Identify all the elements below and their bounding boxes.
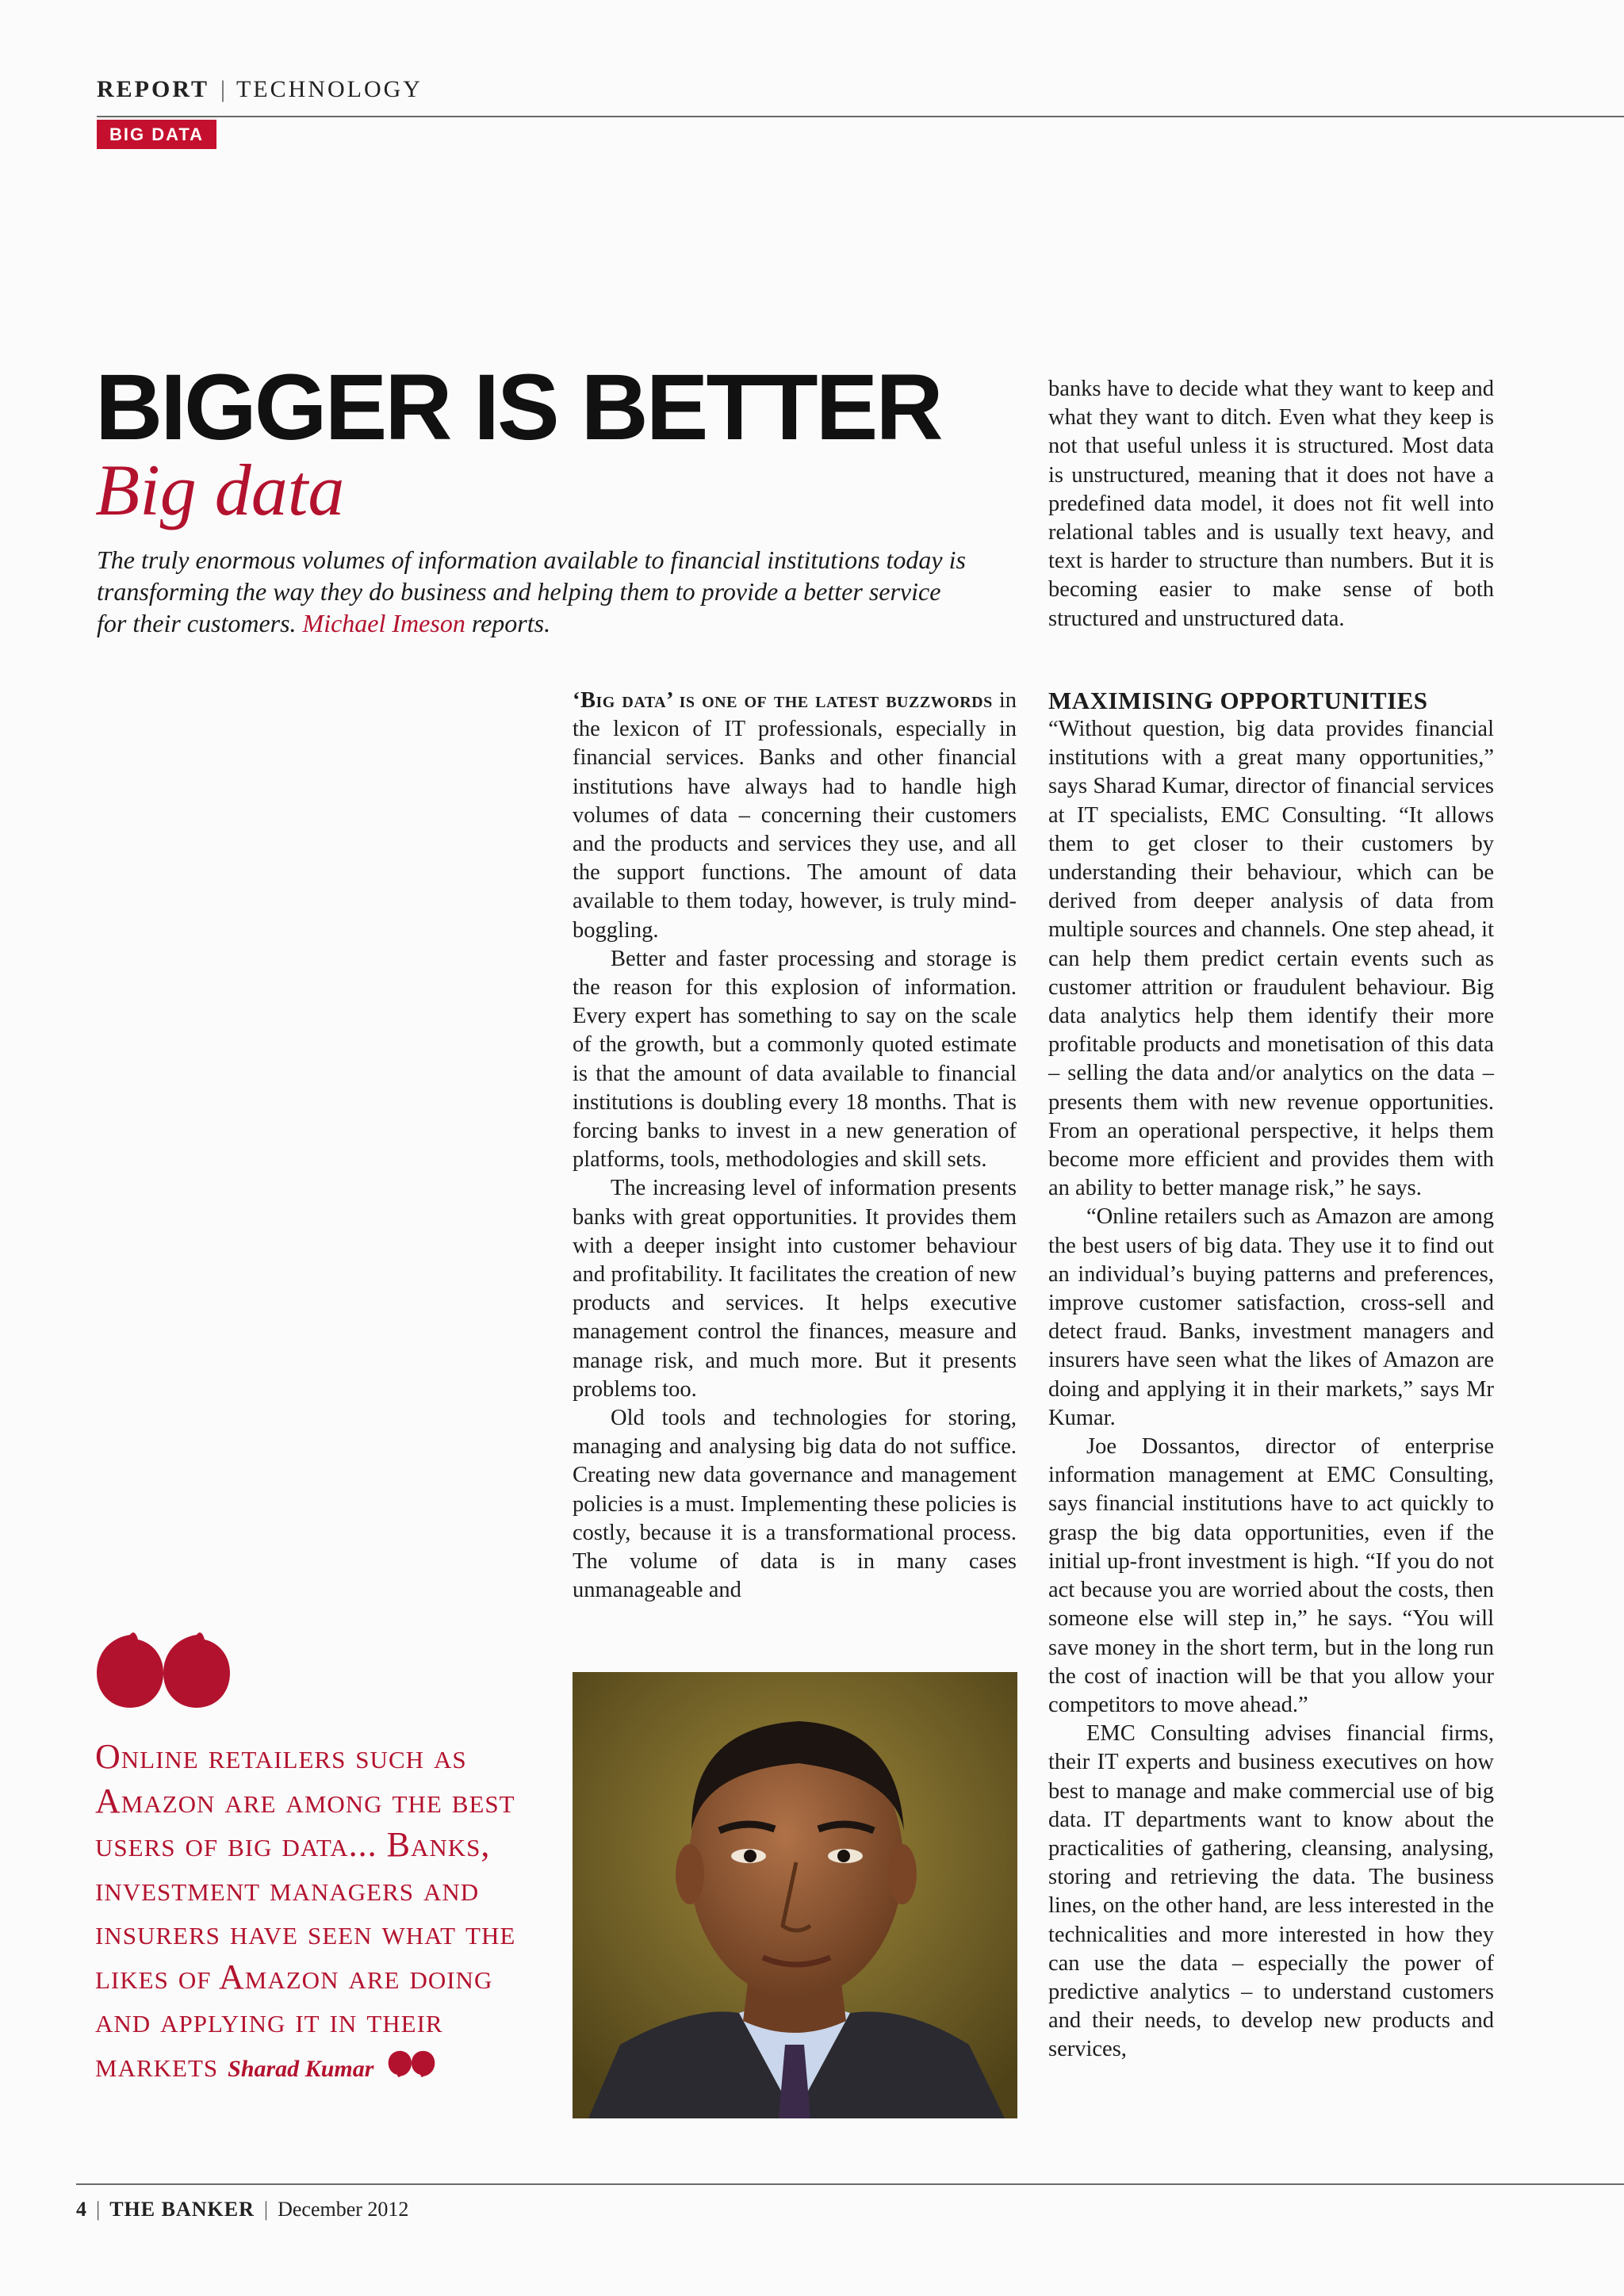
paragraph: Better and faster processing and storage is the reason for this explosion of information. Every expert has something to say on the scale of the growth, but a commonly quoted estimate is that the amount of data available to financial institutions is doubling every 18 months. That is forcing banks to invest in a new generation of platforms, tools, methodologies and skill sets. [573,946,1017,1173]
header-separator: | [220,76,225,102]
footer-separator: | [96,2198,101,2221]
article-column-right [1048,687,1494,2064]
standfirst [97,544,969,639]
paragraph: “Online retailers such as Amazon are among the best users of big data. They use it to find out an individual’s buying patterns and preferences, improve customer satisfaction, cross-sell and detect fraud. Banks, investment managers and insurers have seen what the likes of Amazon are doing and applying it in their markets,” says Mr Kumar. [1048,1204,1494,1430]
article-subtitle: Big data [95,450,345,530]
lead-in: ‘Big data’ is one of the latest buzzwords [573,688,993,713]
paragraph: The increasing level of information presents banks with great opportunities. It provides them with a deeper insight into customer behaviour and profitability. It facilitates the creation of new products and services. It helps executive management control the finances, measure and manage risk, and much more. But it presents problems too. [573,1176,1017,1402]
article-column-left [573,687,1017,1605]
closing-quote-icon [388,2046,435,2091]
header-rule [97,116,1624,117]
pull-quote-attribution: Sharad Kumar [228,2055,374,2082]
paragraph: EMC Consulting advises financial firms, their IT experts and business executives on how best to manage and make commercial use of big data. IT departments want to know about the practicalities of gathering, cleansing, analysing, storing and retrieving the data. The business lines, on the other hand, are less interested in the technicalities and more interested in how they can use the data – especially the power of predictive analytics – to understand customers and their needs, to develop new products and services, [1048,1721,1494,2062]
section-header [97,76,423,103]
author-name: Michael Imeson [302,609,465,637]
quote-mark-icon [95,1627,232,1715]
paragraph [573,687,1017,945]
paragraph: Joe Dossantos, director of enterprise information management at EMC Consulting, says financial institutions have to act quickly to grasp the big data opportunities, even if the initial up-front investment is high. “If you do not act because you are worried about the costs, then someone else will step in,” he says. “You will save money in the short term, but in the long run the cost of inaction will be that you allow your competitors to move ahead.” [1048,1434,1494,1717]
subsection-label: TECHNOLOGY [236,76,423,102]
paragraph: banks have to decide what they want to keep and what they want to ditch. Even what they keep is not that useful unless it is structured. Most data is unstructured, meaning that it does not have a predefined data model, it does not fit well into relational tables and is usually text heavy, and text is harder to structure than numbers. But it is becoming easier to make sense of both structured and unstructured data. [1048,377,1494,631]
footer-rule [76,2183,1624,2185]
section-label: REPORT [97,76,209,102]
paragraph-text: in the lexicon of IT professionals, especially in financial services. Banks and other financial institutions have always had to handle high volumes of data – concerning their customers and the products and services they use, and all the support functions. The amount of data available to them today, however, is truly mind-boggling. [573,688,1017,943]
standfirst-text: The truly enormous volumes of information available to financial institutions today is transforming the way they do business and helping them to provide a better service for their customers. [97,545,966,637]
issue-date: December 2012 [278,2198,409,2221]
page-footer [76,2198,408,2221]
paragraph: Old tools and technologies for storing, managing and analysing big data do not suffice. Creating new data governance and management policies is a must. Implementing these policies is costly, because it is a transformational process. The volume of data is in many cases unmanageable and [573,1406,1017,1603]
article-column-right-top [1048,375,1494,633]
portrait-illustration [573,1672,1017,2118]
author-suffix: reports. [471,609,551,637]
pull-quote [95,1735,539,2091]
article-title: BIGGER IS BETTER [95,355,941,460]
footer-separator: | [263,2198,269,2221]
portrait-photo [573,1672,1017,2118]
subheading: MAXIMISING OPPORTUNITIES [1048,687,1428,714]
paragraph: “Without question, big data provides financial institutions with a great many opportunities,” says Sharad Kumar, director of financial services at IT specialists, EMC Consulting. “It allows them to get closer to their customers by understanding their behaviour, which can be derived from deeper analysis of data from multiple sources and channels. One step ahead, it can help them predict certain events such as customer attrition or fraudulent behaviour. Big data analytics help them identify their more profitable products and monetisation of this data – selling the data and/or analytics on the data – presents them with new revenue opportunities. From an operational perspective, it helps them become more efficient and provides them with an ability to better manage risk,” he says. [1048,717,1494,1201]
pull-quote-text: Online retailers such as Amazon are among the best users of big data... Banks, investment managers and insurers have seen what the likes of Amazon are doing and applying it in their markets [95,1737,516,2084]
magazine-name: THE BANKER [109,2198,255,2221]
page-number: 4 [76,2198,86,2221]
topic-tag: BIG DATA [97,120,216,149]
